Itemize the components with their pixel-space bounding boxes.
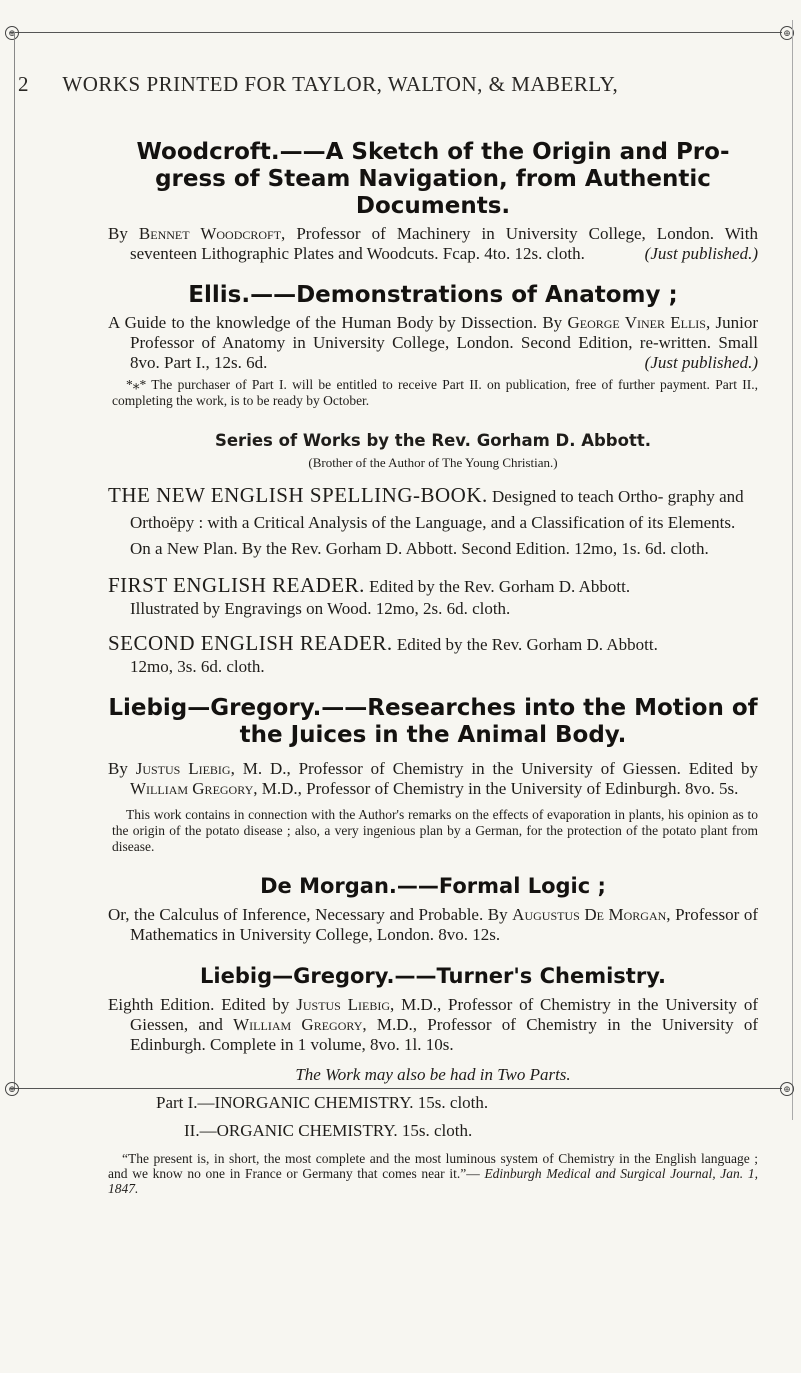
entry-abbott-series	[108, 431, 758, 677]
book-spelling: THE NEW ENGLISH SPELLING-BOOK. Designed to teach Ortho- graphy and Orthoëpy : with a Critical Analysis of the Language, and a Classification of its Elements. On a New Plan. By the Rev. Gorham D. Abbott. Second Edition. 12mo, 1s. 6d. cloth.	[108, 483, 744, 558]
entry-liebig-researches	[108, 695, 758, 855]
book-second-reader: SECOND ENGLISH READER. Edited by the Rev. Gorham D. Abbott. 12mo, 3s. 6d. cloth.	[108, 631, 758, 677]
entry-title: Ellis.——Demonstrations of Anatomy ;	[188, 282, 678, 308]
page-number: 2	[18, 72, 29, 96]
catalogue-content	[108, 139, 758, 1196]
author-name: Augustus De Morgan	[512, 905, 667, 924]
author-name: Gorham D. Abbott	[526, 635, 654, 654]
book-title: THE NEW ENGLISH SPELLING-BOOK.	[108, 483, 488, 507]
series-subheading: (Brother of the Author of The Young Christian.)	[308, 455, 558, 470]
entry-title: De Morgan.——Formal Logic ;	[260, 874, 606, 898]
entry-demorgan	[108, 873, 758, 945]
book-title: SECOND ENGLISH READER.	[108, 631, 393, 655]
entry-title: Woodcroft.——A Sketch of the Origin and Pro- gress of Steam Navigation, from Authentic Documents.	[136, 139, 730, 219]
editor-name: William Gregory	[130, 779, 254, 798]
book-title: FIRST ENGLISH READER.	[108, 573, 365, 597]
corner-ornament-icon: ⊕	[780, 26, 794, 40]
corner-ornament-icon: ⊕	[5, 1082, 19, 1096]
part-one: Part I.—INORGANIC CHEMISTRY. 15s. cloth.	[156, 1093, 489, 1112]
entry-woodcroft	[108, 139, 758, 264]
entry-liebig-chemistry	[108, 963, 758, 1196]
entry-title: Liebig—Gregory.——Researches into the Motion of the Juices in the Animal Body.	[108, 695, 758, 748]
entry-description: Or, the Calculus of Inference, Necessary and Probable. By Augustus De Morgan, Professor of Mathematics in University College, London. 8vo. 12s.	[108, 905, 758, 944]
parts-note: The Work may also be had in Two Parts.	[295, 1065, 571, 1084]
entry-description: By Bennet Woodcroft, Professor of Machinery in University College, London. With seventeen Lithographic Plates and Woodcuts. Fcap. 4to. 12s. cloth. (Just published.)	[108, 224, 759, 263]
entry-note: *⁎* The purchaser of Part I. will be entitled to receive Part II. on publication, free of further payment. Part II., completing the work, is to be ready by October.	[112, 377, 758, 408]
status-note: (Just published.)	[644, 353, 758, 372]
author-name: Gorham D. Abbott	[325, 539, 453, 558]
quote-source: Edinburgh Medical and Surgical Journal, Jan. 1, 1847.	[108, 1166, 759, 1196]
author-name: Bennet Woodcroft	[138, 224, 282, 243]
left-border	[14, 32, 15, 1089]
author-name: Justus Liebig	[135, 759, 231, 778]
entry-note: This work contains in connection with the Author's remarks on the effects of evaporation in plants, his opinion as to the origin of the potato disease ; also, a very ingenious plan by a German, for the protection of the potato plant from disease.	[112, 807, 758, 854]
corner-ornament-icon: ⊕	[5, 26, 19, 40]
series-heading: Series of Works by the Rev. Gorham D. Abbott.	[214, 431, 652, 450]
corner-ornament-icon: ⊕	[780, 1082, 794, 1096]
review-quote: “The present is, in short, the most complete and the most luminous system of Chemistry in the English language ; and we know no one in France or Germany that comes near it.”— Edinburgh Medical and Surgical Journal, Jan. 1, 1847.	[108, 1151, 759, 1196]
entry-description: A Guide to the knowledge of the Human Body by Dissection. By George Viner Ellis, Junior Professor of Anatomy in University College, London. Second Edition, re-written. Small 8vo. Part I., 12s. 6d. (Just published.)	[108, 313, 759, 372]
running-head	[18, 72, 738, 97]
entry-description: By Justus Liebig, M. D., Professor of Chemistry in the University of Giessen. Edited by William Gregory, M.D., Professor of Chemistry in the University of Edinburgh. 8vo. 5s.	[108, 759, 758, 798]
bottom-rule	[10, 1088, 782, 1089]
author-name: Gorham D. Abbott	[498, 577, 626, 596]
book-details: 12mo, 3s. 6d. cloth.	[130, 657, 265, 676]
book-first-reader: FIRST ENGLISH READER. Edited by the Rev. Gorham D. Abbott. Illustrated by Engravings on Wood. 12mo, 2s. 6d. cloth.	[108, 573, 758, 619]
entry-description: Eighth Edition. Edited by Justus Liebig, M.D., Professor of Chemistry in the University of Giessen, and William Gregory, M.D., Professor of Chemistry in the University of Edinburgh. Complete in 1 volume, 8vo. 1l. 10s.	[108, 995, 758, 1054]
status-note: (Just published.)	[644, 244, 758, 263]
right-border	[792, 20, 793, 1120]
entry-title: Liebig—Gregory.——Turner's Chemistry.	[200, 964, 666, 988]
part-two: II.—ORGANIC CHEMISTRY. 15s. cloth.	[184, 1121, 473, 1140]
editor-name: William Gregory	[233, 1015, 363, 1034]
running-title: WORKS PRINTED FOR TAYLOR, WALTON, & MABERLY,	[62, 72, 619, 96]
author-name: Justus Liebig	[296, 995, 391, 1014]
book-details: Illustrated by Engravings on Wood. 12mo, 2s. 6d. cloth.	[130, 599, 511, 618]
author-name: George Viner Ellis	[567, 313, 706, 332]
top-rule	[10, 32, 782, 33]
entry-ellis	[108, 282, 758, 409]
